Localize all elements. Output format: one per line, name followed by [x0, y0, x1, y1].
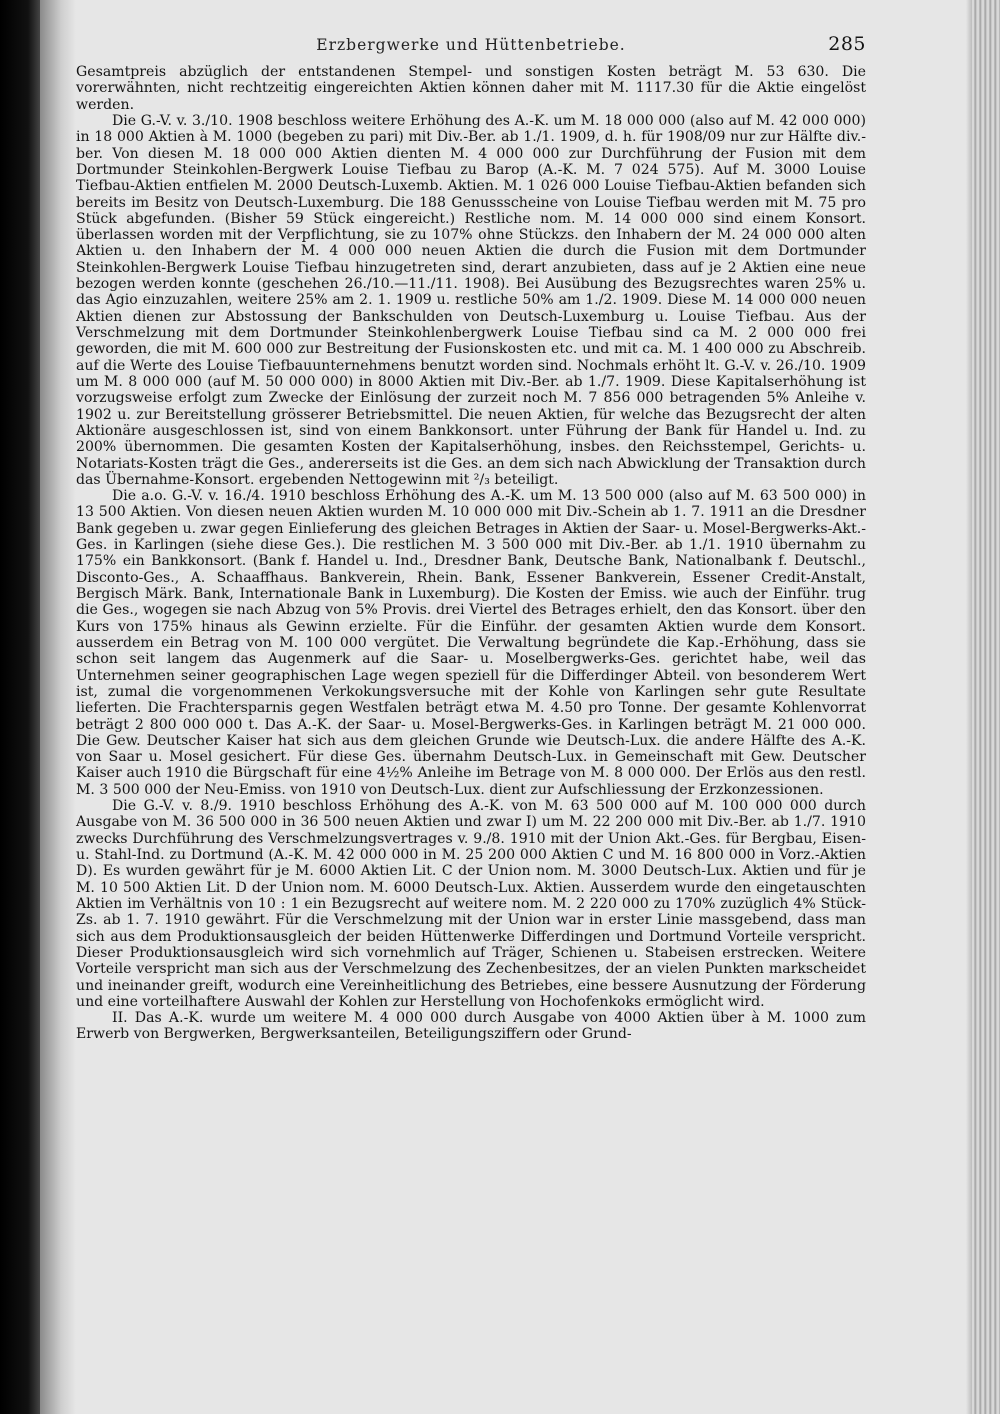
document-page — [76, 30, 866, 1043]
paragraph-capital-increase-1908: Die G.-V. v. 3./10. 1908 beschloss weitere Erhöhung des A.-K. um M. 18 000 000 (also auf M. 42 000 000) in 18 000 Aktien à M. 1000 (begeben zu pari) mit Div.-Ber. ab 1./1. 1909, d. h. für 1908/09 nur zur Hälfte div.-ber. Von diesen M. 18 000 000 Aktien dienten M. 4 000 000 zur Durchführung der Fusion mit dem Dortmunder Steinkohlen-Bergwerk Louise Tiefbau zu Barop (A.-K. M. 7 024 575). Auf M. 3000 Louise Tiefbau-Aktien entfielen M. 2000 Deutsch-Luxemb. Aktien. M. 1 026 000 Louise Tiefbau-Aktien befanden sich bereits im Besitz von Deutsch-Luxemburg. Die 188 Genussscheine von Louise Tiefbau werden mit M. 75 pro Stück abgefunden. (Bisher 59 Stück eingereicht.) Restliche nom. M. 14 000 000 sind einem Konsort. überlassen worden mit der Verpflichtung, sie zu 107% ohne Stückzs. den Inhabern der M. 24 000 000 alten Aktien u. den Inhabern der M. 4 000 000 neuen Aktien die durch die Fusion mit dem Dortmunder Steinkohlen-Bergwerk Louise Tiefbau hinzugetreten sind, derart anzubieten, dass auf je 2 Aktien eine neue bezogen werden konnte (geschehen 26./10.—11./11. 1908). Bei Ausübung des Bezugsrechtes waren 25% u. das Agio einzuzahlen, weitere 25% am 2. 1. 1909 u. restliche 50% am 1./2. 1909. Diese M. 14 000 000 neuen Aktien dienen zur Abstossung der Bankschulden von Deutsch-Luxemburg u. Louise Tiefbau. Aus der Verschmelzung mit dem Dortmunder Steinkohlenbergwerk Louise Tiefbau sind ca M. 2 000 000 frei geworden, die mit M. 600 000 zur Bestreitung der Fusionskosten etc. und mit ca. M. 1 400 000 zu Abschreib. auf die Werte des Louise Tiefbauunternehmens benutzt worden sind. Nochmals erhöht lt. G.-V. v. 26./10. 1909 um M. 8 000 000 (auf M. 50 000 000) in 8000 Aktien mit Div.-Ber. ab 1./7. 1909. Diese Kapitalserhöhung ist vorzugsweise erfolgt zum Zwecke der Einlösung der zurzeit noch M. 7 856 000 betragenden 5% Anleihe v. 1902 u. zur Bereitstellung grösserer Betriebsmittel. Die neuen Aktien, für welche das Bezugsrecht der alten Aktionäre ausgeschlossen ist, sind von einem Bankkonsort. unter Führung der Bank für Handel u. Ind. zu 200% übernommen. Die gesamten Kosten der Kapitalserhöhung, insbes. den Reichsstempel, Gerichts- u. Notariats-Kosten trägt die Ges., andererseits ist die Ges. an dem sich nach Abwicklung der Transaktion durch das Übernahme-Konsort. ergebenden Nettogewinn mit ²/₃ beteiligt. — [76, 112, 866, 488]
paragraph-continuation: Gesamtpreis abzüglich der entstandenen Stempel- und sonstigen Kosten beträgt M. 53 630. Die vorerwähnten, nicht rechtzeitig eingereichten Aktien können daher mit M. 1117.30 für die Aktie eingelöst werden. — [76, 64, 866, 113]
paragraph-capital-increase-april-1910: Die a.o. G.-V. v. 16./4. 1910 beschloss Erhöhung des A.-K. um M. 13 500 000 (also auf M. 63 500 000) in 13 500 Aktien. Von diesen neuen Aktien wurden M. 10 000 000 mit Div.-Schein ab 1. 7. 1911 an die Dresdner Bank gegeben u. zwar gegen Einlieferung des gleichen Betrages in Aktien der Saar- u. Mosel-Bergwerks-Akt.-Ges. in Karlingen (siehe diese Ges.). Die restlichen M. 3 500 000 mit Div.-Ber. ab 1./1. 1910 übernahm zu 175% ein Bankkonsort. (Bank f. Handel u. Ind., Dresdner Bank, Deutsche Bank, Nationalbank f. Deutschl., Disconto-Ges., A. Schaaffhaus. Bankverein, Rhein. Bank, Essener Bankverein, Essener Credit-Anstalt, Bergisch Märk. Bank, Internationale Bank in Luxemburg). Die Kosten der Emiss. wie auch der Einführ. trug die Ges., wogegen sie nach Abzug von 5% Provis. drei Viertel des Betrages erhielt, den das Konsort. über den Kurs von 175% hinaus als Gewinn erzielte. Für die Einführ. der gesamten Aktien wurde dem Konsort. ausserdem ein Betrag von M. 100 000 vergütet. Die Verwaltung begründete die Kap.-Erhöhung, dass sie schon seit langem das Augenmerk auf die Saar- u. Moselbergwerks-Ges. gerichtet habe, weil das Unternehmen seiner geographischen Lage wegen speziell für die Differdinger Abteil. von besonderem Wert ist, zumal die vorgenommenen Verkokungsversuche mit der Kohle von Karlingen sehr gute Resultate lieferten. Die Frachtersparnis gegen Westfalen beträgt etwa M. 4.50 pro Tonne. Der gesamte Kohlenvorrat beträgt 2 800 000 000 t. Das A.-K. der Saar- u. Mosel-Bergwerks-Ges. in Karlingen beträgt M. 21 000 000. Die Gew. Deutscher Kaiser hat sich aus dem gleichen Grunde wie Deutsch-Lux. die andere Hälfte des A.-K. von Saar u. Mosel gesichert. Für diese Ges. übernahm Deutsch-Lux. in Gemeinschaft mit Gew. Deutscher Kaiser auch 1910 die Bürgschaft für eine 4½% Anleihe im Betrage von M. 8 000 000. Der Erlös aus den restl. M. 3 500 000 der Neu-Emiss. von 1910 von Deutsch-Lux. dient zur Aufschliessung der Erzkonzessionen. — [76, 488, 866, 798]
page-stack-edges — [972, 0, 1000, 1414]
page-body — [76, 64, 866, 1043]
running-title: Erzbergwerke und Hüttenbetriebe. — [316, 36, 626, 54]
page-number: 285 — [828, 33, 866, 55]
running-header — [76, 30, 866, 64]
book-gutter — [40, 0, 76, 1414]
book-binding-shadow — [0, 0, 40, 1414]
paragraph-capital-increase-september-1910: Die G.-V. v. 8./9. 1910 beschloss Erhöhung des A.-K. von M. 63 500 000 auf M. 100 000 000 durch Ausgabe von M. 36 500 000 in 36 500 neuen Aktien und zwar I) um M. 22 200 000 mit Div.-Ber. ab 1./7. 1910 zwecks Durchführung des Verschmelzungsvertrages v. 9./8. 1910 mit der Union Akt.-Ges. für Bergbau, Eisen- u. Stahl-Ind. zu Dortmund (A.-K. M. 42 000 000 in M. 25 200 000 Aktien C und M. 16 800 000 in Vorz.-Aktien D). Es wurden gewährt für je M. 6000 Aktien Lit. C der Union nom. M. 3000 Deutsch-Lux. Aktien und für je M. 10 500 Aktien Lit. D der Union nom. M. 6000 Deutsch-Lux. Aktien. Ausserdem wurde den eingetauschten Aktien im Verhältnis von 10 : 1 ein Bezugsrecht auf weitere nom. M. 2 220 000 zu 170% zuzüglich 4% Stück-Zs. ab 1. 7. 1910 gewährt. Für die Verschmelzung mit der Union war in erster Linie massgebend, dass man sich aus dem Produktionsausgleich der beiden Hüttenwerke Differdingen und Dortmund Vorteile verspricht. Dieser Produktionsausgleich wird sich vornehmlich auf Träger, Schienen u. Stabeisen erstrecken. Weitere Vorteile verspricht man sich aus der Verschmelzung des Zechenbesitzes, der an vielen Punkten markscheidet und ineinander greift, wodurch eine Vereinheitlichung des Betriebes, eine bessere Ausnutzung der Förderung und eine vorteilhaftere Auswahl der Kohlen zur Herstellung von Hochofenkoks ermöglicht wird. — [76, 798, 866, 1010]
paragraph-section-ii: II. Das A.-K. wurde um weitere M. 4 000 000 durch Ausgabe von 4000 Aktien über à M. 1000 zum Erwerb von Bergwerken, Bergwerksanteilen, Beteiligungsziffern oder Grund- — [76, 1010, 866, 1043]
